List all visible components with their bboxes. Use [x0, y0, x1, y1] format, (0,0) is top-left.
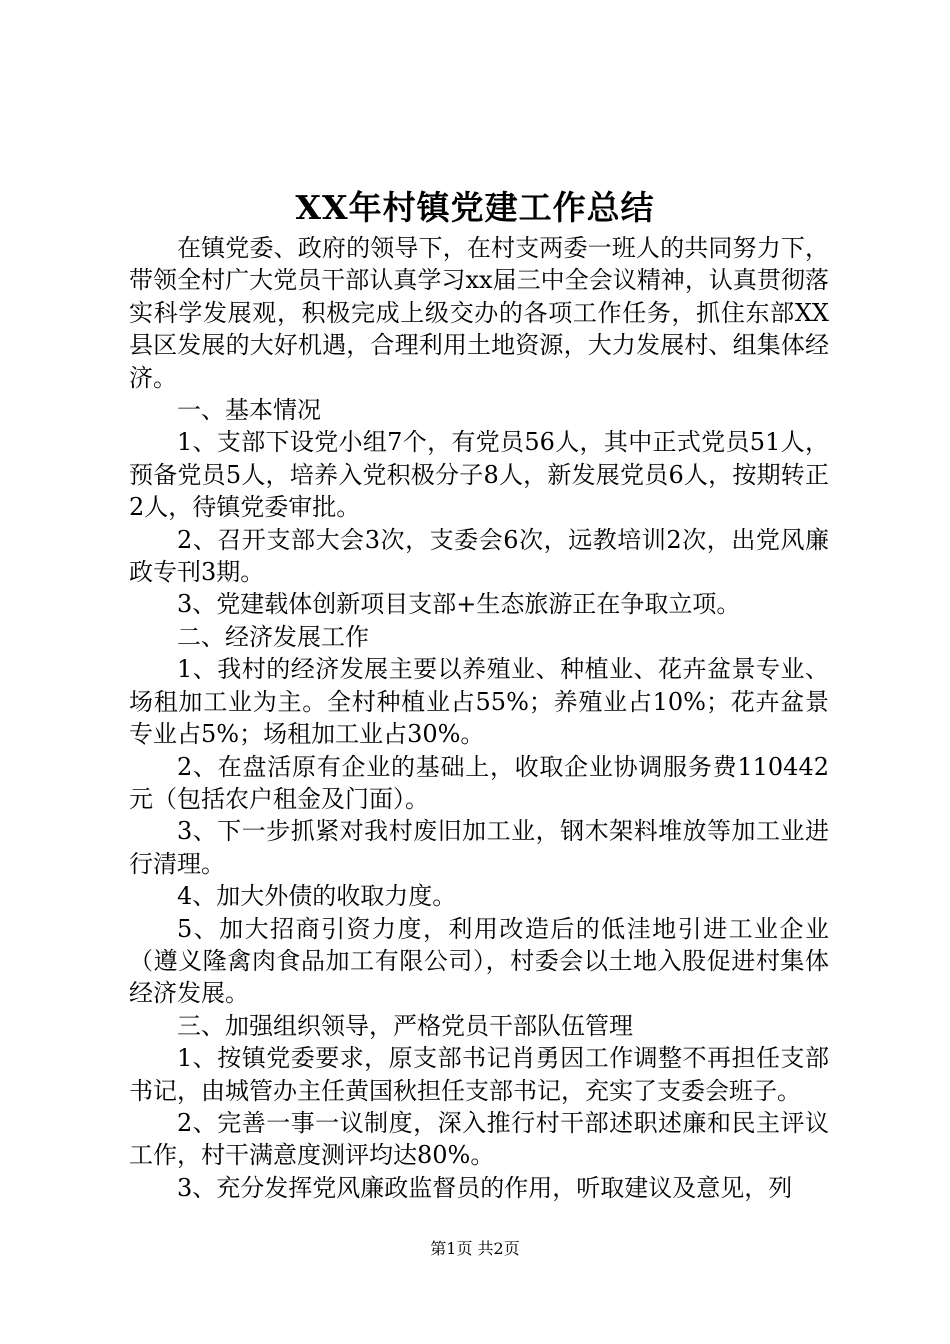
section-heading-economic: 二、经济发展工作	[177, 622, 369, 651]
intro-paragraph: 在镇党委、政府的领导下，在村支两委一班人的共同努力下，带领全村广大党员干部认真学习xx届三中全会议精神，认真贯彻落实科学发展观，积极完成上级交办的各项工作任务，抓住东部XX县区发展的大好机遇，合理利用土地资源，大力发展村、组集体经济。	[129, 234, 829, 392]
economic-item: 3、下一步抓紧对我村废旧加工业，钢木架料堆放等加工业进行清理。	[129, 817, 829, 878]
organization-item: 2、完善一事一议制度，深入推行村干部述职述廉和民主评议工作，村干满意度测评均达80%。	[129, 1108, 829, 1170]
organization-item: 1、按镇党委要求，原支部书记肖勇因工作调整不再担任支部书记，由城管办主任黄国秋担任支部书记，充实了支委会班子。	[129, 1044, 829, 1105]
page-footer: 第1页 共2页	[430, 1239, 520, 1258]
economic-item: 1、我村的经济发展主要以养殖业、种植业、花卉盆景专业、场租加工业为主。全村种植业占55%；养殖业占10%；花卉盆景专业占5%；场租加工业占30%。	[129, 655, 829, 749]
basic-info-item: 3、党建载体创新项目支部+生态旅游正在争取立项。	[177, 590, 741, 619]
economic-item: 2、在盘活原有企业的基础上，收取企业协调服务费110442元（包括农户租金及门面）。	[129, 752, 829, 813]
organization-item: 3、充分发挥党风廉政监督员的作用，听取建议及意见，列	[177, 1173, 793, 1202]
section-heading-basic-info: 一、基本情况	[177, 396, 321, 425]
document-body	[129, 232, 829, 1204]
basic-info-item: 2、召开支部大会3次，支委会6次，远教培训2次，出党风廉政专刊3期。	[129, 525, 829, 587]
economic-item: 5、加大招商引资力度，利用改造后的低洼地引进工业企业（遵义隆禽肉食品加工有限公司），村委会以土地入股促进村集体经济发展。	[129, 914, 829, 1008]
economic-item: 4、加大外债的收取力度。	[177, 882, 457, 911]
basic-info-item: 1、支部下设党小组7个，有党员56人，其中正式党员51人，预备党员5人，培养入党积极分子8人，新发展党员6人，按期转正2人，待镇党委审批。	[129, 428, 829, 522]
section-heading-organization: 三、加强组织领导，严格党员干部队伍管理	[177, 1011, 633, 1040]
document-title: XX年村镇党建工作总结	[295, 188, 655, 227]
